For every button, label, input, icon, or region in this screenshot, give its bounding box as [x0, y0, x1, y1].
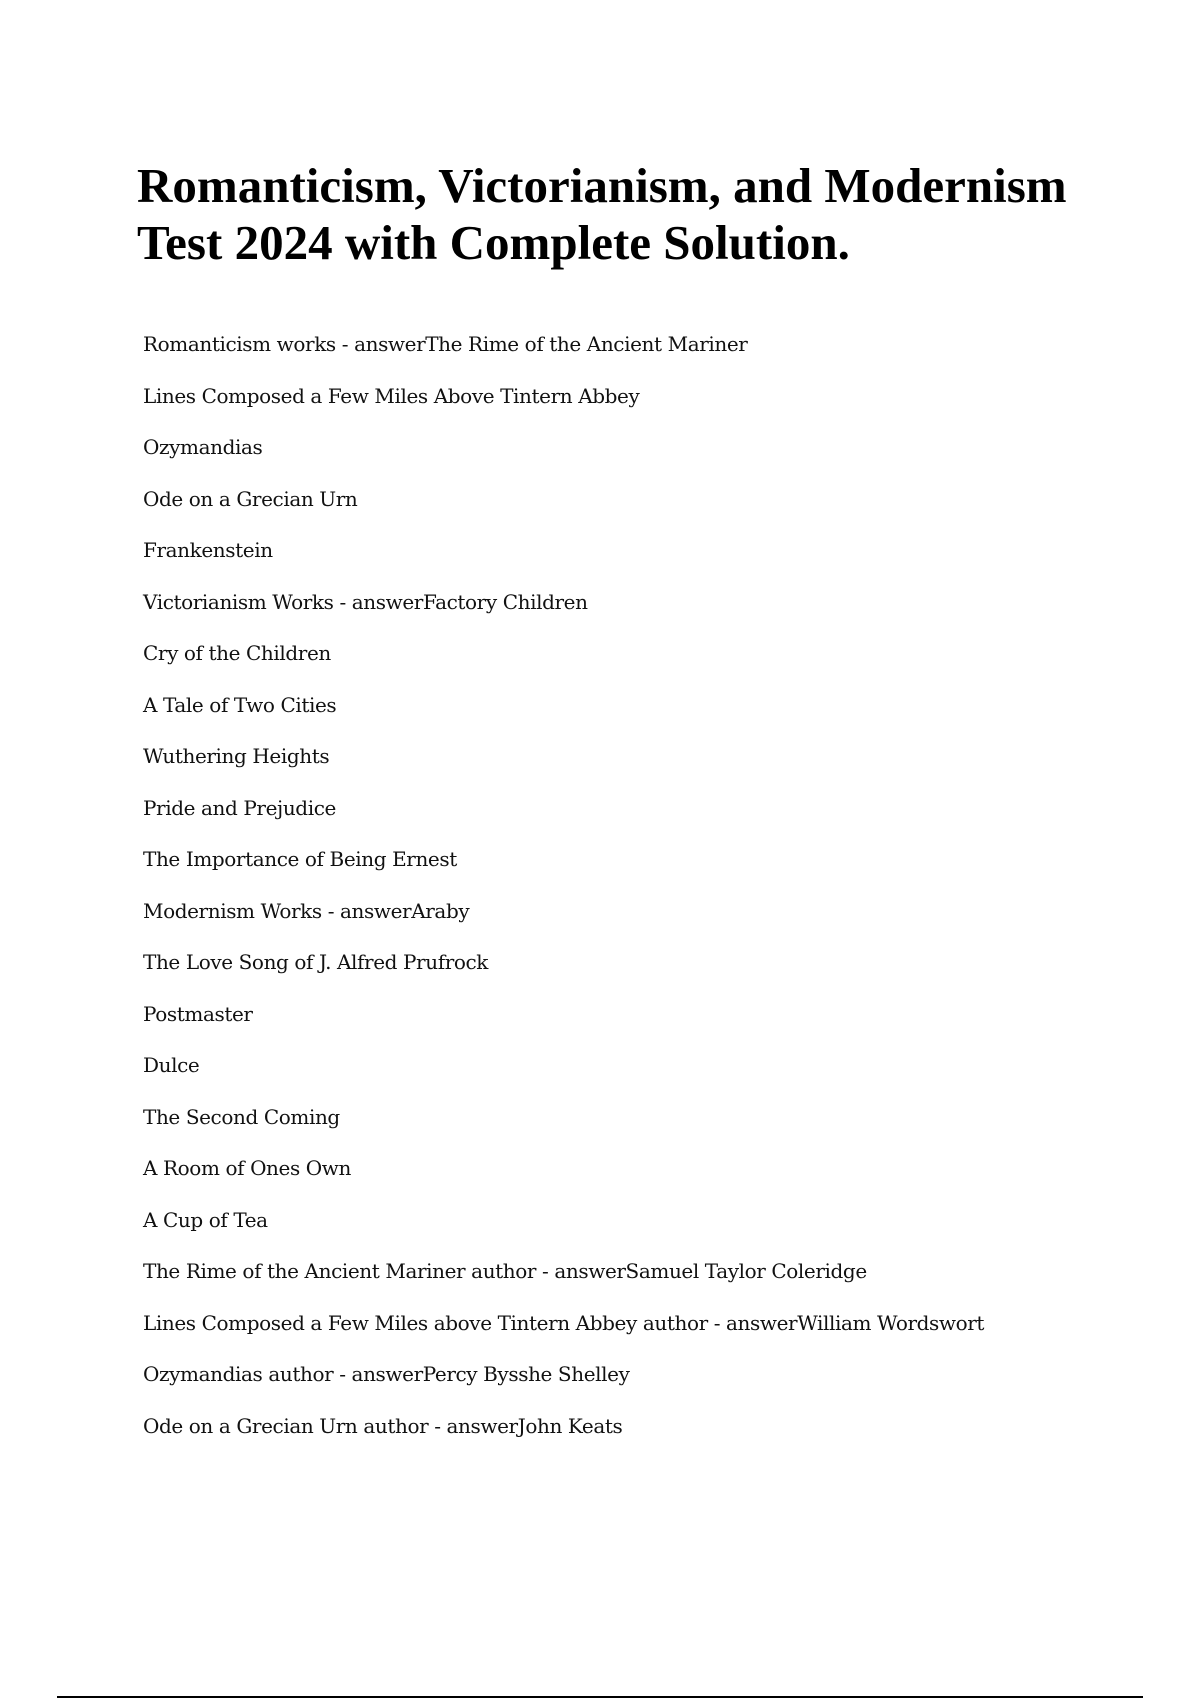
list-item: Dulce: [143, 1053, 200, 1077]
list-item: Lines Composed a Few Miles Above Tintern Abbey: [143, 383, 640, 408]
list-item: Victorianism Works - answerFactory Children: [143, 589, 588, 614]
list-item: Ozymandias author - answerPercy Bysshe Shelley: [143, 1362, 630, 1386]
list-item: Lines Composed a Few Miles above Tintern Abbey author - answerWilliam Wordswort: [143, 1310, 985, 1335]
list-item: Ode on a Grecian Urn: [143, 486, 358, 511]
entry-list: [143, 331, 984, 1464]
list-item: A Cup of Tea: [143, 1207, 268, 1232]
list-item: The Rime of the Ancient Mariner author - answerSamuel Taylor Coleridge: [143, 1259, 867, 1283]
list-item: Pride and Prejudice: [143, 795, 336, 820]
list-item: Postmaster: [143, 1001, 253, 1026]
list-item: Ode on a Grecian Urn author - answerJohn Keats: [143, 1413, 623, 1438]
title-line-2: Test 2024 with Complete Solution.: [137, 215, 850, 270]
title-line-1: Romanticism, Victorianism, and Modernism: [137, 158, 1067, 213]
list-item: Cry of the Children: [143, 641, 331, 665]
list-item: A Room of Ones Own: [143, 1156, 351, 1180]
page-title: [137, 157, 1177, 271]
list-item: The Love Song of J. Alfred Prufrock: [143, 950, 489, 974]
list-item: A Tale of Two Cities: [143, 692, 337, 717]
list-item: Wuthering Heights: [143, 744, 330, 768]
list-item: The Second Coming: [143, 1104, 340, 1129]
list-item: Ozymandias: [143, 435, 263, 459]
footer-divider: [57, 1696, 1143, 1698]
list-item: Frankenstein: [143, 538, 273, 562]
list-item: Romanticism works - answerThe Rime of the Ancient Mariner: [143, 332, 748, 356]
list-item: The Importance of Being Ernest: [143, 847, 457, 871]
list-item: Modernism Works - answerAraby: [143, 898, 470, 923]
